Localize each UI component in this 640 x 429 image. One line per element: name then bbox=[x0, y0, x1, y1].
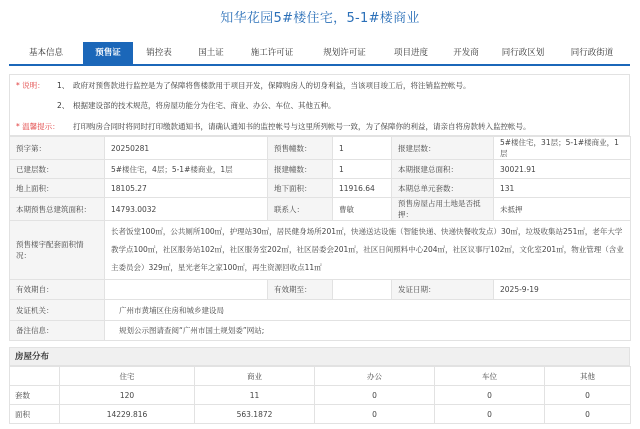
reminder-text: 打印购房合同时将同时打印缴款通知书，请确认通知书的监控帐号与这里所列帐号一致，为了保障你的利益，请亲自将房款转入监控帐号。 bbox=[73, 122, 531, 131]
distribution-header-residential: 住宅 bbox=[60, 367, 195, 386]
built-floors-value: 5#楼住宅，4层；5-1#楼商业，1层 bbox=[105, 160, 268, 179]
notice-line1-text: 政府对预售款进行监控是为了保障将售楼款用于项目开发，保障购房人的切身利益，当该项目竣工后，将注销监控帐号。 bbox=[73, 81, 471, 90]
issue-date-label: 发证日期： bbox=[392, 280, 494, 300]
distribution-cell: 0 bbox=[435, 386, 545, 405]
tab-project-progress[interactable]: 项目进度 bbox=[382, 42, 440, 64]
table-row bbox=[10, 405, 631, 424]
reminder-label: * 温馨提示： bbox=[16, 122, 60, 131]
distribution-cell: 0 bbox=[435, 405, 545, 424]
distribution-row-label: 套数 bbox=[10, 386, 60, 405]
distribution-cell: 0 bbox=[315, 405, 435, 424]
distribution-cell: 563.1872 bbox=[195, 405, 315, 424]
tab-planning-permit[interactable]: 规划许可证 bbox=[307, 42, 382, 64]
distribution-cell: 0 bbox=[315, 386, 435, 405]
valid-to-label: 有效期至： bbox=[268, 280, 333, 300]
presale-info-table bbox=[9, 136, 631, 341]
tab-land-certificate[interactable]: 国土证 bbox=[185, 42, 237, 64]
page-title: 知华花园5#楼住宅，5-1#楼商业 bbox=[220, 11, 420, 26]
presale-building-count-label: 预售幢数： bbox=[268, 137, 333, 160]
total-units-label: 本期总单元套数： bbox=[392, 179, 494, 198]
tab-developer[interactable]: 开发商 bbox=[440, 42, 492, 64]
valid-from-value bbox=[105, 280, 268, 300]
remark-label: 备注信息： bbox=[10, 321, 105, 341]
tab-same-street[interactable]: 同行政街道 bbox=[554, 42, 630, 64]
distribution-header-row bbox=[10, 367, 631, 386]
issuer-label: 发证机关： bbox=[10, 300, 105, 321]
total-declared-area-label: 本期报建总面积： bbox=[392, 160, 494, 179]
distribution-header-parking: 车位 bbox=[435, 367, 545, 386]
underground-area-label: 地下面积： bbox=[268, 179, 333, 198]
distribution-cell: 0 bbox=[545, 405, 631, 424]
total-declared-area-value: 30021.91 bbox=[494, 160, 631, 179]
distribution-row-label: 面积 bbox=[10, 405, 60, 424]
tab-basic-info[interactable]: 基本信息 bbox=[9, 42, 83, 64]
notice-box bbox=[9, 74, 630, 136]
valid-from-label: 有效期自： bbox=[10, 280, 105, 300]
explain-label: * 说明： bbox=[16, 81, 45, 90]
presale-total-area-value: 14793.0032 bbox=[105, 198, 268, 221]
distribution-table bbox=[9, 366, 631, 424]
land-area-label: 地上面积： bbox=[10, 179, 105, 198]
distribution-header-commercial: 商业 bbox=[195, 367, 315, 386]
tab-sales-control[interactable]: 销控表 bbox=[133, 42, 185, 64]
declared-building-count-label: 报建幢数： bbox=[268, 160, 333, 179]
mortgage-label: 预售房屋占用土地是否抵押： bbox=[392, 198, 494, 221]
valid-to-value bbox=[333, 280, 392, 300]
tab-bar bbox=[9, 42, 630, 66]
distribution-cell: 0 bbox=[545, 386, 631, 405]
distribution-header-other: 其他 bbox=[545, 367, 631, 386]
distribution-cell: 11 bbox=[195, 386, 315, 405]
notice-line2-text: 根据建设部的技术规范，将房屋功能分为住宅、商业、办公、车位、其他五种。 bbox=[73, 101, 336, 110]
tab-presale-permit[interactable]: 预售证 bbox=[83, 42, 133, 64]
land-area-value: 18105.27 bbox=[105, 179, 268, 198]
facilities-label: 预售楼宇配套面积情况： bbox=[10, 221, 105, 280]
distribution-header-office: 办公 bbox=[315, 367, 435, 386]
declared-floors-label: 报建层数： bbox=[392, 137, 494, 160]
table-row bbox=[10, 386, 631, 405]
notice-line1-num: 1、 bbox=[57, 81, 70, 90]
issue-date-value: 2025-9-19 bbox=[494, 280, 631, 300]
contact-value: 曹敏 bbox=[333, 198, 392, 221]
distribution-cell: 120 bbox=[60, 386, 195, 405]
distribution-section-title: 房屋分布 bbox=[9, 347, 630, 366]
distribution-cell: 14229.816 bbox=[60, 405, 195, 424]
underground-area-value: 11916.64 bbox=[333, 179, 392, 198]
built-floors-label: 已建层数： bbox=[10, 160, 105, 179]
mortgage-value: 未抵押 bbox=[494, 198, 631, 221]
issuer-value: 广州市黄埔区住房和城乡建设局 bbox=[105, 300, 631, 321]
distribution-header-blank bbox=[10, 367, 60, 386]
presale-no-label: 预字第： bbox=[10, 137, 105, 160]
declared-building-count-value: 1 bbox=[333, 160, 392, 179]
facilities-value: 长者饭堂100㎡，公共厕所100㎡，护理站30㎡，居民健身场所201㎡，快递送达设施（智能快递、快递快餐收发点）30㎡，垃圾收集站251㎡，老年大学教学点100㎡，社区服务站102㎡，社区服务室202㎡，社区居委会201㎡，社区日间照料中心204㎡，社区议事厅102㎡，文化室201㎡，物业管理（含业主委员会）329㎡，星光老年之家100㎡，再生资源回收点11㎡ bbox=[105, 221, 631, 280]
presale-total-area-label: 本期预售总建筑面积： bbox=[10, 198, 105, 221]
presale-no-value: 20250281 bbox=[105, 137, 268, 160]
tab-construction-permit[interactable]: 施工许可证 bbox=[237, 42, 307, 64]
contact-label: 联系人： bbox=[268, 198, 333, 221]
tab-same-district[interactable]: 同行政区划 bbox=[492, 42, 554, 64]
presale-building-count-value: 1 bbox=[333, 137, 392, 160]
total-units-value: 131 bbox=[494, 179, 631, 198]
declared-floors-value: 5#楼住宅，31层；5-1#楼商业，1层 bbox=[494, 137, 631, 160]
remark-value: 规划公示图请查阅“广州市国土规划委”网站; bbox=[105, 321, 631, 341]
notice-line2-num: 2、 bbox=[57, 101, 70, 110]
